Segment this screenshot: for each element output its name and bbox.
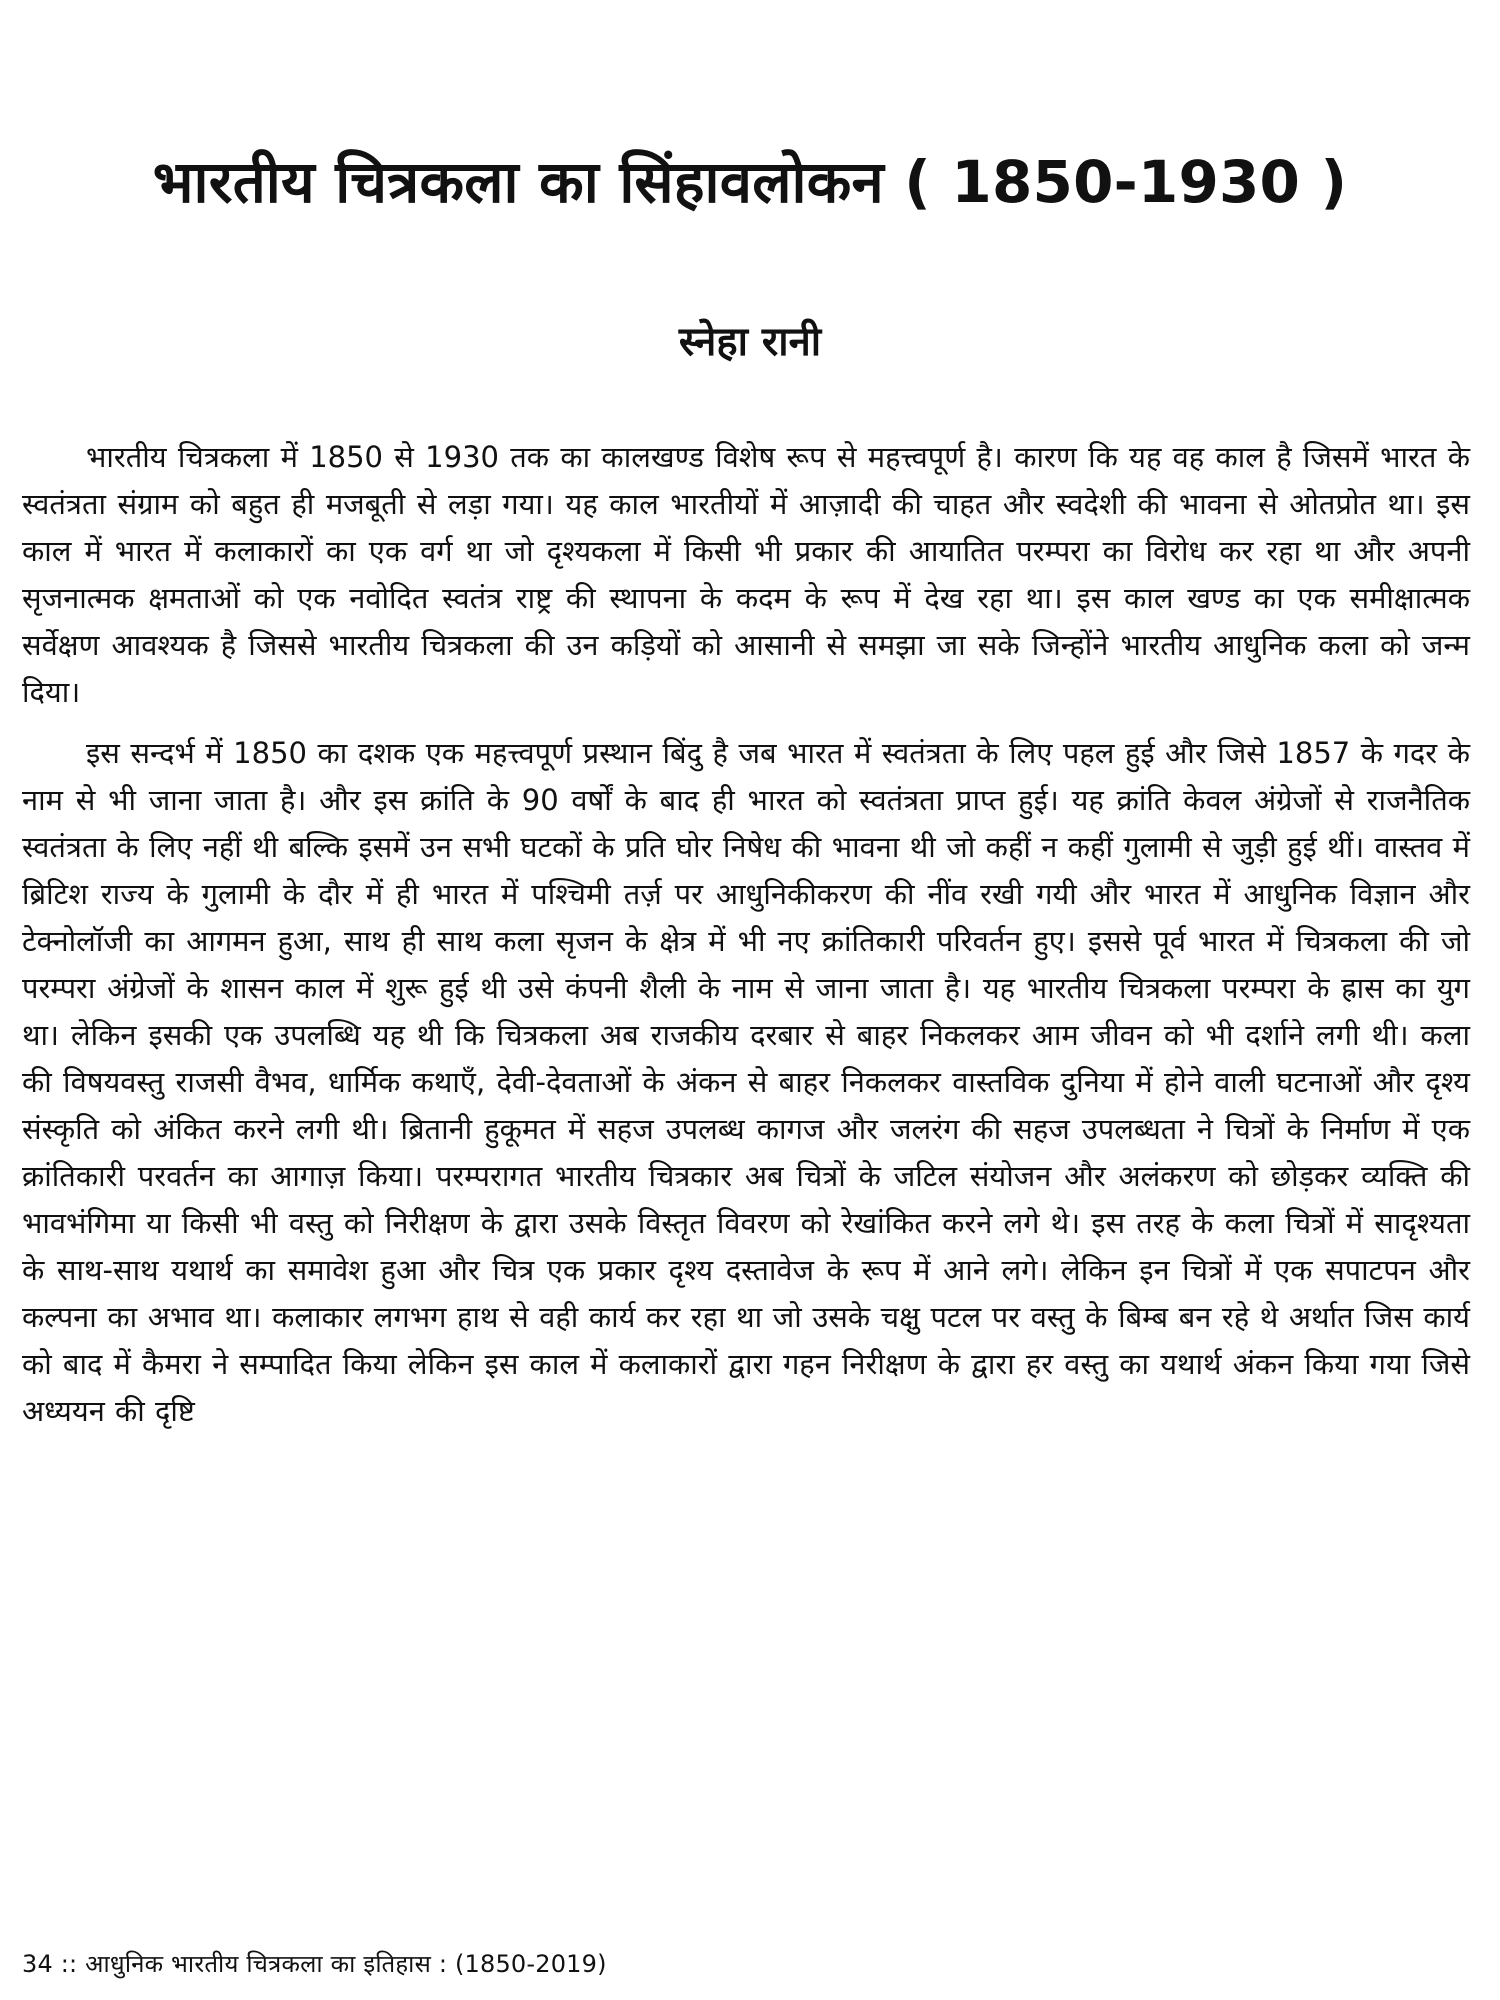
article-paragraph: भारतीय चित्रकला में 1850 से 1930 तक का कालखण्ड विशेष रूप से महत्त्वपूर्ण है। कारण कि यह वह काल है जिसमें भारत के स्वतंत्रता संग्राम को बहुत ही मजबूती से लड़ा गया। यह काल भारतीयों में आज़ादी की चाहत और स्वदेशी की भावना से ओतप्रोत था। इस काल में भारत में कलाकारों का एक वर्ग था जो दृश्यकला में किसी भी प्रकार की आयातित परम्परा का विरोध कर रहा था और अपनी सृजनात्मक क्षमताओं को एक नवोदित स्वतंत्र राष्ट्र की स्थापना के कदम के रूप में देख रहा था। इस काल खण्ड का एक समीक्षात्मक सर्वेक्षण आवश्यक है जिससे भारतीय चित्रकला की उन कड़ियों को आसानी से समझा जा सके जिन्होंने भारतीय आधुनिक कला को जन्म दिया।	[22, 440, 1470, 709]
page-footer: 34 :: आधुनिक भारतीय चित्रकला का इतिहास : (1850-2019)	[22, 1950, 607, 1978]
article-body	[22, 434, 1470, 1435]
article-paragraph: इस सन्दर्भ में 1850 का दशक एक महत्त्वपूर्ण प्रस्थान बिंदु है जब भारत में स्वतंत्रता के लिए पहल हुई और जिसे 1857 के गदर के नाम से भी जाना जाता है। और इस क्रांति के 90 वर्षों के बाद ही भारत को स्वतंत्रता प्राप्त हुई। यह क्रांति केवल अंग्रेजों से राजनैतिक स्वतंत्रता के लिए नहीं थी बल्कि इसमें उन सभी घटकों के प्रति घोर निषेध की भावना थी जो कहीं न कहीं गुलामी से जुड़ी हुई थीं। वास्तव में ब्रिटिश राज्य के गुलामी के दौर में ही भारत में पश्चिमी तर्ज़ पर आधुनिकीकरण की नींव रखी गयी और भारत में आधुनिक विज्ञान और टेक्नोलॉजी का आगमन हुआ, साथ ही साथ कला सृजन के क्षेत्र में भी नए क्रांतिकारी परिवर्तन हुए। इससे पूर्व भारत में चित्रकला की जो परम्परा अंग्रेजों के शासन काल में शुरू हुई थी उसे कंपनी शैली के नाम से जाना जाता है। यह भारतीय चित्रकला परम्परा के ह्रास का युग था। लेकिन इसकी एक उपलब्धि यह थी कि चित्रकला अब राजकीय दरबार से बाहर निकलकर आम जीवन को भी दर्शाने लगी थी। कला की विषयवस्तु राजसी वैभव, धार्मिक कथाएँ, देवी-देवताओं के अंकन से बाहर निकलकर वास्तविक दुनिया में होने वाली घटनाओं और दृश्य संस्कृति को अंकित करने लगी थी। ब्रितानी हुकूमत में सहज उपलब्ध कागज और जलरंग की सहज उपलब्धता ने चित्रों के निर्माण में एक क्रांतिकारी परवर्तन का आगाज़ किया। परम्परागत भारतीय चित्रकार अब चित्रों के जटिल संयोजन और अलंकरण को छोड़कर व्यक्ति की भावभंगिमा या किसी भी वस्तु को निरीक्षण के द्वारा उसके विस्तृत विवरण को रेखांकित करने लगे थे। इस तरह के कला चित्रों में सादृश्यता के साथ-साथ यथार्थ का समावेश हुआ और चित्र एक प्रकार दृश्य दस्तावेज के रूप में आने लगे। लेकिन इन चित्रों में एक सपाटपन और कल्पना का अभाव था। कलाकार लगभग हाथ से वही कार्य कर रहा था जो उसके चक्षु पटल पर वस्तु के बिम्ब बन रहे थे अर्थात जिस कार्य को बाद में कैमरा ने सम्पादित किया लेकिन इस काल में कलाकारों द्वारा गहन निरीक्षण के द्वारा हर वस्तु का यथार्थ अंकन किया गया जिसे अध्ययन की दृष्टि	[22, 736, 1470, 1428]
page-title: भारतीय चित्रकला का सिंहावलोकन ( 1850-1930 )	[152, 148, 1348, 216]
author-name: स्नेहा रानी	[678, 319, 822, 365]
